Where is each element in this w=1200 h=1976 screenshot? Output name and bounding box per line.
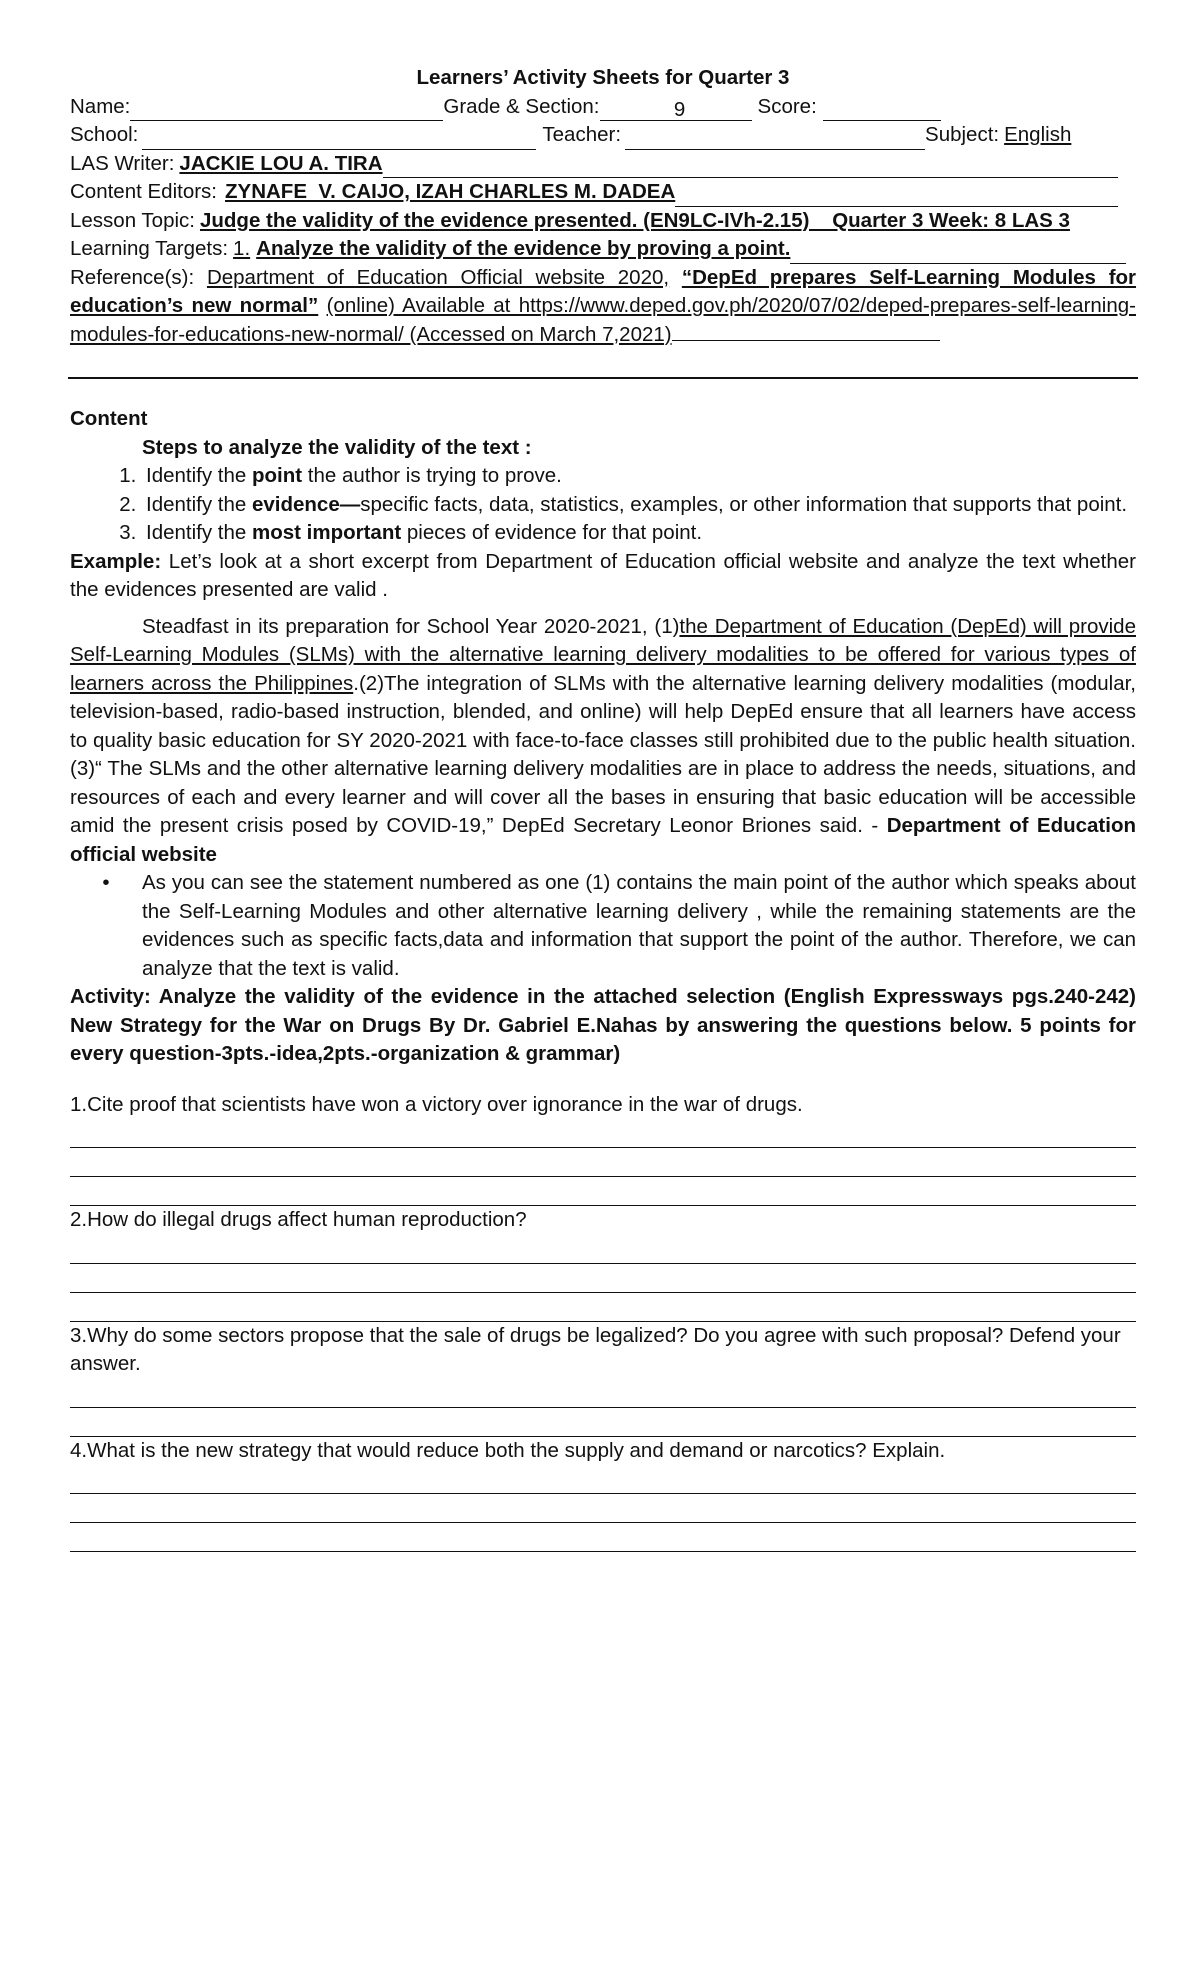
- analysis-bullet: [70, 869, 1136, 983]
- section-divider: [68, 377, 1138, 379]
- editors-rule: [675, 184, 1118, 207]
- activity-instructions: Activity: Analyze the validity of the evidence in the attached selection (English Expressways pgs.240-242) New Strategy for the War on Drugs By Dr. Gabriel E.Nahas by answering the questions below. 5 points for every question-3pts.-idea,2pts.-organization & grammar): [70, 985, 1136, 1065]
- targets-label: Learning Targets:: [70, 237, 229, 260]
- question-block: [70, 1322, 1136, 1437]
- step-item: 2. Identify the evidence—specific facts, data, statistics, examples, or other information that supports that point.: [142, 491, 1136, 520]
- question-text: 1.Cite proof that scientists have won a victory over ignorance in the war of drugs.: [70, 1092, 803, 1116]
- writer-value: JACKIE LOU A. TIRA: [179, 151, 383, 175]
- targets-rule: [790, 241, 1126, 264]
- score-label: Score:: [757, 94, 817, 118]
- targets-value: Analyze the validity of the evidence by proving a point.: [256, 237, 791, 260]
- name-grade-score-row: [70, 93, 1136, 122]
- answer-line[interactable]: [70, 1119, 1136, 1148]
- activity-sheet: [70, 64, 1136, 1552]
- question-block: [70, 1437, 1136, 1553]
- topic-value: Judge the validity of the evidence presented. (EN9LC-IVh-2.15) Quarter 3 Week: 8 LAS 3: [199, 208, 1070, 232]
- excerpt-lead: Steadfast in its preparation for School Year 2020-2021, (1): [142, 614, 680, 638]
- answer-line[interactable]: [70, 1408, 1136, 1437]
- excerpt-evidence: .(2)The integration of SLMs with the alternative learning delivery modalities (modular, television-based, radio-based instruction, blended, and online) will help DepEd ensure that all learners have access to quality basic education for SY 2020-2021 with face-to-face classes still prohibited due to the public health situation.(3)“ The SLMs and the other alternative learning delivery modalities are in place to address the needs, situations, and resources of each and every learner and will cover all the bases in ensuring that basic education will be accessible amid the present crisis posed by COVID-19,” DepEd Secretary Leonor Briones said. -: [70, 671, 1136, 837]
- step-item: 1. Identify the point the author is trying to prove.: [142, 462, 1136, 491]
- excerpt-main-point: the Department of Education (DepEd) will provide Self-Learning Modules (SLMs) with the alternative learning delivery modalities to be offered for various types of learners across the Philippines: [70, 614, 1136, 695]
- grade-field[interactable]: [600, 99, 752, 121]
- answer-line[interactable]: [70, 1379, 1136, 1408]
- reference-link[interactable]: (online) Available at https://www.deped.gov.ph/2020/07/02/deped-prepares-self-learning-modules-for-educations-new-normal/ (Accessed on March 7,2021): [70, 294, 1136, 346]
- answer-line[interactable]: [70, 1177, 1136, 1206]
- grade-label: Grade & Section:: [443, 94, 600, 118]
- topic-label: Lesson Topic:: [70, 208, 195, 232]
- teacher-field[interactable]: [625, 127, 925, 150]
- example-text: Let’s look at a short excerpt from Department of Education official website and analyze the text whether the evidences presented are valid .: [70, 549, 1136, 601]
- question-text: 2.How do illegal drugs affect human reproduction?: [70, 1208, 527, 1231]
- school-teacher-subject-row: [70, 121, 1136, 150]
- question-text-content: 3.Why do some sectors propose that the sale of drugs be legalized? Do you agree with such proposal? Defend your answer.: [70, 1323, 1121, 1375]
- excerpt-paragraph: [70, 613, 1136, 870]
- subject-value: English: [1004, 123, 1072, 146]
- question-block: [70, 1206, 1136, 1322]
- writer-label: LAS Writer:: [70, 151, 175, 175]
- score-field[interactable]: [823, 98, 941, 121]
- bullet-text: As you can see the statement numbered as one (1) contains the main point of the author which speaks about the Self-Learning Modules and other alternative learning delivery , while the remaining statements are the evidences such as specific facts,data and information that support the point of the author. Therefore, we can analyze that the text is valid.: [142, 871, 1136, 980]
- answer-line[interactable]: [70, 1148, 1136, 1177]
- excerpt-source: Department of Education official website: [70, 814, 1136, 866]
- content-heading: Content: [70, 407, 148, 430]
- targets-row: [70, 235, 1126, 264]
- editors-value: ZYNAFE V. CAIJO, IZAH CHARLES M. DADEA: [225, 180, 676, 203]
- reference-source: Department of Education Official website 2020,: [206, 265, 670, 289]
- answer-line[interactable]: [70, 1264, 1136, 1293]
- targets-number: 1.: [233, 237, 251, 260]
- bullet-icon: •: [102, 871, 110, 894]
- editors-label: Content Editors:: [70, 180, 217, 203]
- question-text: 4.What is the new strategy that would reduce both the supply and demand or narcotics? Explain.: [70, 1438, 946, 1462]
- example-label: Example:: [70, 549, 162, 573]
- sheet-title: Learners’ Activity Sheets for Quarter 3: [416, 66, 790, 89]
- steps-list: [70, 462, 1136, 548]
- reference-label: Reference(s):: [70, 265, 195, 289]
- answer-line[interactable]: [70, 1235, 1136, 1264]
- question-block: [70, 1091, 1136, 1207]
- school-field[interactable]: [142, 127, 536, 150]
- reference-rule: [672, 322, 940, 341]
- writer-row: [70, 150, 1118, 179]
- name-field[interactable]: [130, 98, 443, 121]
- name-label: Name:: [70, 94, 131, 118]
- subject-label: Subject:: [925, 123, 1000, 146]
- answer-line[interactable]: [70, 1523, 1136, 1552]
- answer-line[interactable]: [70, 1293, 1136, 1322]
- editors-row: [70, 178, 1118, 207]
- reference-title: “DepEd prepares Self-Learning Modules for education’s new normal”: [70, 265, 1137, 317]
- reference-block: [70, 264, 1136, 350]
- topic-row: [70, 207, 1136, 236]
- steps-heading: Steps to analyze the validity of the text :: [142, 435, 532, 459]
- question-text: [70, 1322, 1136, 1379]
- step-item: 3. Identify the most important pieces of evidence for that point.: [142, 519, 1136, 548]
- school-label: School:: [70, 123, 139, 146]
- answer-line[interactable]: [70, 1465, 1136, 1494]
- example-paragraph: [70, 548, 1136, 605]
- answer-line[interactable]: [70, 1494, 1136, 1523]
- grade-value: 9: [673, 98, 686, 121]
- teacher-label: Teacher:: [542, 123, 622, 146]
- writer-rule: [383, 155, 1118, 178]
